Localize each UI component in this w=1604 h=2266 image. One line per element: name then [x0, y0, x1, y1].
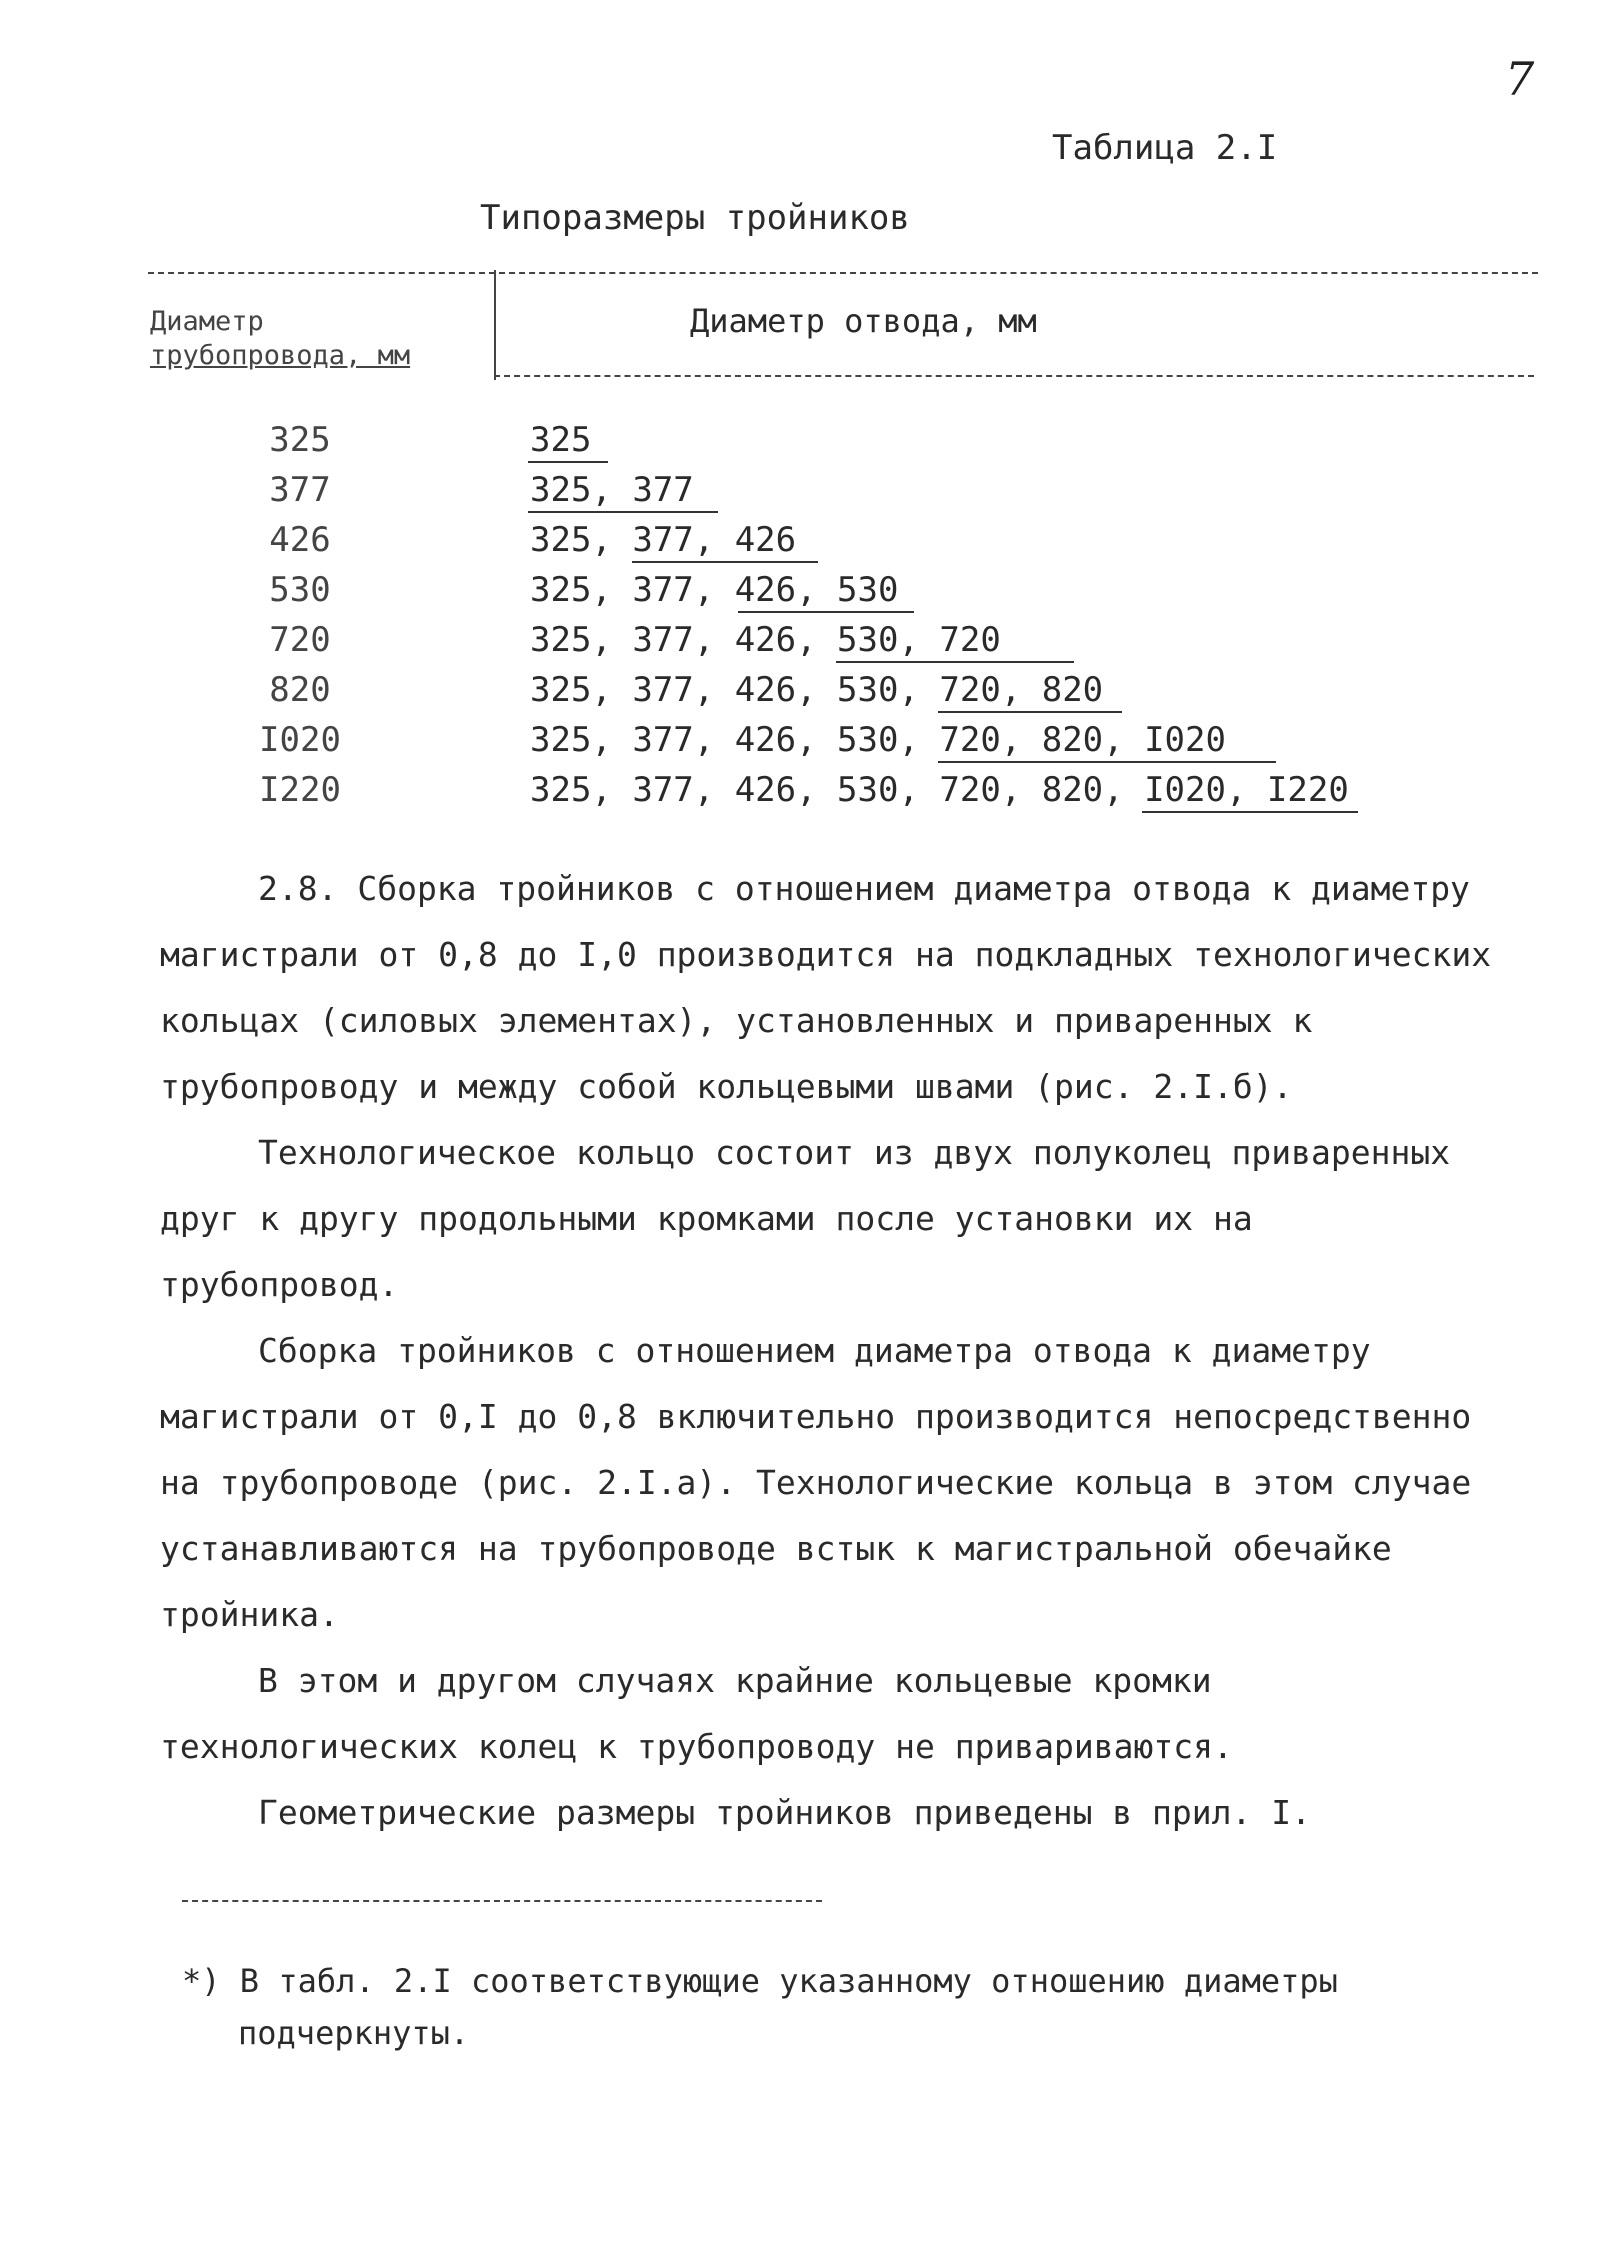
pipe-diameter-cell: I020	[259, 720, 341, 760]
table-caption: Типоразмеры тройников	[480, 198, 910, 238]
footnote-line2: подчеркнуты.	[238, 2014, 470, 2052]
underline-mark	[938, 761, 1276, 763]
branch-diameters-cell: 325, 377, 426, 530	[530, 570, 899, 610]
pipe-diameter-cell: 426	[269, 520, 331, 560]
paragraph: 2.8. Сборка тройников с отношением диаметра отвода к диаметру магистрали от 0,8 до I,0 производится на подкладных технологических кольцах (силовых элементах), установленных и приваренных к трубопроводу и между собой кольцевыми швами (рис. 2.I.б).	[160, 869, 1492, 1106]
table-row	[0, 470, 1604, 520]
paragraph: Технологическое кольцо состоит из двух полуколец приваренных друг к другу продольными кромками после установки их на трубопровод.	[160, 1133, 1451, 1304]
footnote-line1: *) В табл. 2.I соответствующие указанному отношению диаметры	[182, 1962, 1338, 2000]
underline-mark	[836, 661, 1074, 663]
pipe-diameter-cell: 820	[269, 670, 331, 710]
branch-diameters-cell: 325, 377, 426, 530, 720	[530, 620, 1001, 660]
pipe-diameter-cell: 530	[269, 570, 331, 610]
branch-diameters-cell: 325, 377	[530, 470, 694, 510]
table-row	[0, 770, 1604, 820]
table-header-rule	[494, 375, 1534, 377]
table-row	[0, 620, 1604, 670]
table-header-divider	[494, 270, 496, 380]
table-row	[0, 670, 1604, 720]
body-text	[160, 856, 1500, 1846]
page-number: 7	[1505, 52, 1535, 106]
underline-mark	[632, 561, 818, 563]
paragraph: Сборка тройников с отношением диаметра отвода к диаметру магистрали от 0,I до 0,8 включительно производится непосредственно на трубопроводе (рис. 2.I.а). Технологические кольца в этом случае устанавливаются на трубопроводе встык к магистральной обечайке тройника.	[160, 1331, 1472, 1634]
branch-diameters-cell: 325, 377, 426	[530, 520, 797, 560]
header-pipe-diameter-line2: трубопровода, мм	[150, 340, 411, 371]
footnote-separator	[182, 1900, 822, 1902]
underline-mark	[938, 711, 1122, 713]
table-label: Таблица 2.I	[1052, 128, 1278, 168]
header-pipe-diameter-line1: Диаметр	[150, 306, 264, 337]
table-top-rule	[148, 272, 1538, 274]
header-pipe-diameter	[150, 305, 490, 373]
header-branch-diameter: Диаметр отвода, мм	[690, 302, 1037, 340]
table-row	[0, 720, 1604, 770]
paragraph: В этом и другом случаях крайние кольцевые кромки технологических колец к трубопроводу не привариваются.	[160, 1661, 1233, 1766]
branch-diameters-cell: 325, 377, 426, 530, 720, 820, I020	[530, 720, 1226, 760]
pipe-diameter-cell: I220	[259, 770, 341, 810]
pipe-diameter-cell: 377	[269, 470, 331, 510]
underline-mark	[528, 461, 608, 463]
branch-diameters-cell: 325	[530, 420, 592, 460]
branch-diameters-cell: 325, 377, 426, 530, 720, 820	[530, 670, 1104, 710]
footnote	[182, 1955, 1482, 2059]
underline-mark	[738, 611, 914, 613]
paragraph: Геометрические размеры тройников приведены в прил. I.	[258, 1793, 1311, 1832]
underline-mark	[1142, 811, 1358, 813]
pipe-diameter-cell: 720	[269, 620, 331, 660]
table-row	[0, 420, 1604, 470]
underline-mark	[528, 511, 718, 513]
pipe-diameter-cell: 325	[269, 420, 331, 460]
branch-diameters-cell: 325, 377, 426, 530, 720, 820, I020, I220	[530, 770, 1349, 810]
